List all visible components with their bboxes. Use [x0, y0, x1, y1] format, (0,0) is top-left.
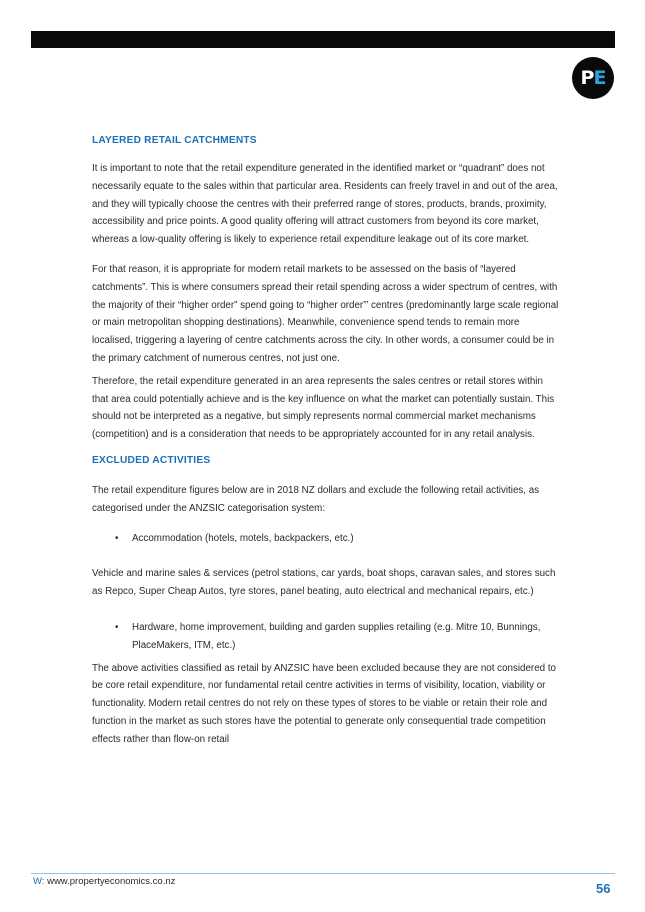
- header-bar: [31, 31, 615, 48]
- paragraph-excluded-intro: The retail expenditure figures below are in 2018 NZ dollars and exclude the following retail activities, as categorised under the ANZSIC categorisation system:: [92, 484, 540, 514]
- bullet-icon: •: [115, 532, 119, 544]
- bullet-text: Accommodation (hotels, motels, backpackers, etc.): [132, 532, 354, 544]
- footer-website[interactable]: [33, 876, 175, 887]
- bullet-item-hardware: [92, 619, 560, 655]
- footer-url-text[interactable]: www.propertyeconomics.co.nz: [47, 876, 176, 887]
- bullet-text: Hardware, home improvement, building and garden supplies retailing (e.g. Mitre 10, Bunnings, PlaceMakers, ITM, etc.): [132, 621, 541, 651]
- paragraph-catchments-3: Therefore, the retail expenditure generated in an area represents the sales centres or retail stores within that area could potentially achieve and is the key influence on what the market can potentially sustain. This should not be interpreted as a negative, but simply represents normal commercial market mechanisms (competition) and is a consideration that needs to be appropriately accounted for in any retail analysis.: [92, 375, 555, 441]
- paragraph-vehicle-marine: Vehicle and marine sales & services (petrol stations, car yards, boat shops, caravan sales, and stores such as Repco, Super Cheap Autos, tyre stores, panel beating, auto electrical and mechanical repairs, etc.): [92, 568, 556, 598]
- property-economics-logo: [572, 57, 614, 99]
- footer-url-prefix: W:: [33, 876, 45, 887]
- page-content: [92, 132, 560, 749]
- paragraph-exclusion-reason: The above activities classified as retail by ANZSIC have been excluded because they are not considered to be core retail expenditure, nor fundamental retail centre activities in terms of visibility, location, viability or functionality. Modern retail centres do not rely on these types of stores to be viable or retain their role and function in the market as such stores have the potential to generate only consequential trade competition effects rather than flow-on retail: [92, 662, 556, 745]
- footer-divider: [31, 873, 615, 874]
- paragraph-catchments-2: For that reason, it is appropriate for modern retail markets to be assessed on the basis of “layered catchments”. This is where consumers spread their retail spending across a wider spectrum of centres, with the majority of their “higher order” spend going to “higher order”’ centres (predominantly large scale regional or main metropolitan shopping destinations). Meanwhile, convenience spend tends to remain more localised, triggering a layering of centre catchments across the city. In other words, a consumer could be in the primary catchment of numerous centres, not just one.: [92, 263, 559, 364]
- page-number: 56: [596, 881, 611, 896]
- heading-layered-retail-catchments: LAYERED RETAIL CATCHMENTS: [92, 135, 257, 146]
- paragraph-catchments-1: It is important to note that the retail expenditure generated in the identified market or “quadrant” does not necessarily equate to the sales within that particular area. Residents can freely travel in and out of the area, and they will typically choose the centres with their preferred range of stores, products, brands, proximity, accessibility and price points. A good quality offering will attract customers from beyond its core market, whereas a low-quality offering is likely to experience retail expenditure leakage out of its core market.: [92, 163, 558, 246]
- bullet-icon: •: [115, 621, 119, 633]
- logo-letter-e: E: [593, 66, 606, 89]
- heading-excluded-activities: EXCLUDED ACTIVITIES: [92, 454, 211, 466]
- bullet-item-accommodation: [92, 530, 560, 548]
- logo-letter-p: P: [580, 66, 594, 89]
